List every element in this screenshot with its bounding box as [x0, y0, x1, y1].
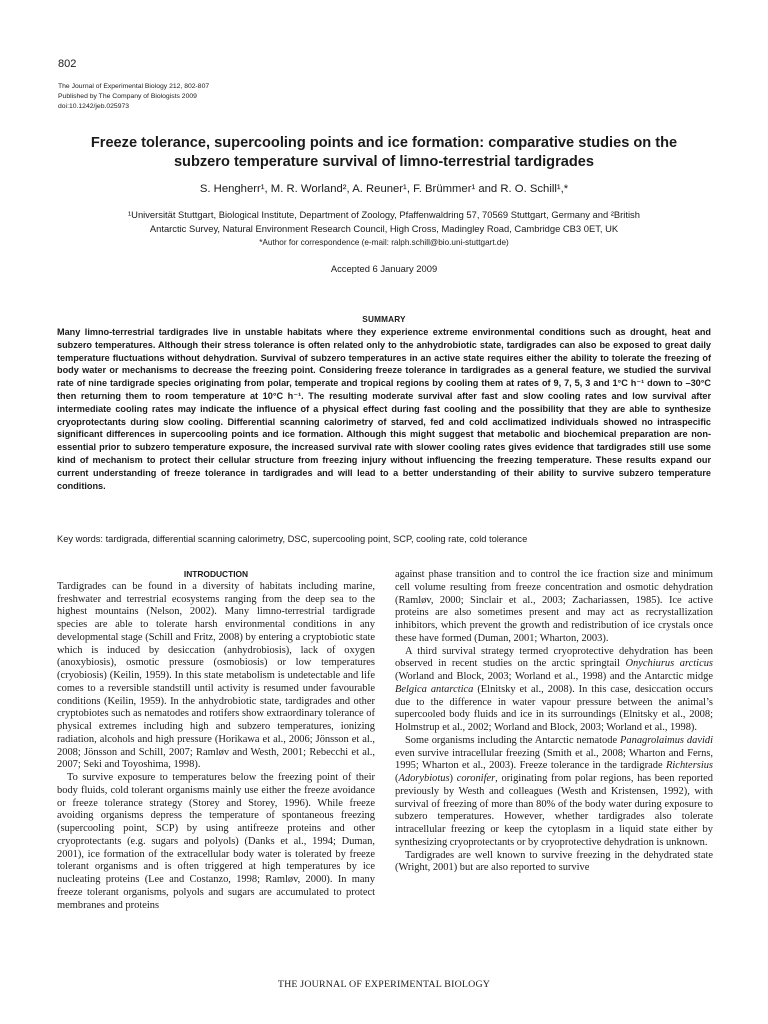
doi-line: doi:10.1242/jeb.025973: [58, 103, 130, 110]
affiliations: [64, 208, 704, 236]
keywords: Key words: tardigrada, differential scanning calorimetry, DSC, supercooling point, SCP, cooling rate, cold tolerance: [57, 534, 528, 544]
title-line-1: Freeze tolerance, supercooling points and ice formation: comparative studies on the: [90, 135, 678, 151]
right-paragraph-1: against phase transition and to control the ice fraction size and minimum cell volume resulting from freeze concentration and osmotic dehydration (Ramløv, 2000; Sinclair et al., 2003; Zachariassen, 1985). Ice active proteins are also sometimes present and may act as recrystallization inhibitors, which prevent the growth and redistribution of ice crystals once these have formed (Duman, 2001; Wharton, 2003).: [395, 569, 713, 644]
journal-citation: The Journal of Experimental Biology 212, 802-807: [58, 83, 210, 90]
affiliation-line-2: Antarctic Survey, Natural Environment Research Council, High Cross, Madingley Road, Cambridge CB3 0ET, UK: [149, 223, 619, 234]
publisher-line: Published by The Company of Biologists 2009: [58, 93, 197, 100]
text-span: , originating from polar regions, has been reported previously by Westh and colleagues (Westh and Kristensen, 1992), with survival of freezing of more than 80% of the body water during exposure to subzero temperatures. However, whether tardigrades also tolerate intracellular freezing or keep the cytoplasm in a liquid state either by synthesizing cryoprotectants or by cryoprotective dehydration is unknown.: [395, 773, 713, 848]
text-span: even survive intracellular freezing (Smith et al., 2008; Wharton and Ferns, 1995; Wharton et al., 2003). Freeze tolerance in the tardigrade: [395, 747, 713, 772]
right-paragraph-3: [395, 735, 713, 850]
left-paragraph-2: To survive exposure to temperatures below the freezing point of their body fluids, cold tolerant organisms mainly use either the freeze avoidance or freeze tolerance strategy (Storey and Storey, 1996). While freeze avoiding organisms depress the temperature of spontaneous freezing (supercooling point, SCP) by using antifreeze proteins and other cryoprotectants (e.g. sugars and polyols) (Danks et al., 1994; Duman, 2001), ice formation of the extracellular body water is tolerated by freeze tolerant organisms and is often triggered at high temperatures by ice nucleating proteins (Lee and Costanzo, 1998; Ramløv, 2000). In many freeze tolerant organisms, polyols and sugars are accumulated to protect membranes and proteins: [57, 772, 375, 911]
page-number: 802: [58, 58, 77, 70]
title-line-2: subzero temperature survival of limno-terrestrial tardigrades: [173, 154, 595, 170]
species-name: Belgica antarctica: [395, 683, 474, 695]
text-span: (Worland and Block, 2003; Worland et al., 1998) and the Antarctic midge: [395, 671, 713, 682]
accepted-date: Accepted 6 January 2009: [330, 263, 438, 274]
left-paragraph-1: Tardigrades can be found in a diversity of habitats including marine, freshwater and terrestrial ecosystems ranging from the deep sea to the highest mountains (Nelson, 2002). Many limno-terrestrial tardigrade species are able to tolerate harsh environmental conditions in any developmental stage (Schill and Fritz, 2008) by entering a cryptobiotic state which is induced by desiccation (anhydrobiosis), lack of oxygen (anoxybiosis), osmotic pressure (osmobiosis) or low temperatures (cryobiosis) (Keilin, 1959). In this state metabolism is undetectable and life comes to a reversible standstill until activity is resumed under favourable conditions (Keilin, 1959). In the anhydrobiotic state, tardigrades and other cryptobiotes such as nematodes and rotifers show extraordinary tolerance of physical extremes including high and subzero temperatures, ionizing radiation, alcohols and high pressure (Horikawa et al., 2006; Jönsson et al., 2008; Jönsson and Schill, 2007; Ramløv and Westh, 2001; Rebecchi et al., 2007; Seki and Toyoshima, 1998).: [57, 580, 375, 771]
species-name: coronifer: [456, 773, 496, 784]
affiliation-line-1: ¹Universität Stuttgart, Biological Institute, Department of Zoology, Pfaffenwaldring 57, 70569 Stuttgart, Germany and ²British: [128, 209, 640, 220]
author-list: S. Hengherr¹, M. R. Worland², A. Reuner¹, F. Brümmer¹ and R. O. Schill¹,*: [199, 183, 569, 195]
species-name: Richtersius: [666, 760, 713, 772]
right-column: [395, 569, 713, 875]
correspondence-note: *Author for correspondence (e-mail: ralph.schill@bio.uni-stuttgart.de): [259, 238, 509, 247]
text-span: (Elnitsky et al., 2008). In this case, desiccation occurs due to the difference in water vapour pressure between the animal’s supercooled body fluids and ice in its surroundings (Elnitsky et al., 2008; Holmstrup et al., 2002; Worland and Block, 2003; Worland et al., 1998).: [395, 683, 713, 733]
journal-info: [58, 82, 209, 112]
journal-footer: THE JOURNAL OF EXPERIMENTAL BIOLOGY: [277, 979, 491, 990]
left-column: [57, 568, 375, 912]
summary-text: Many limno-terrestrial tardigrades live in unstable habitats where they experience extreme environmental conditions such as drought, heat and subzero temperatures. Although their stress tolerance is often related only to the anhydrobiotic state, tardigrades can also be exposed to great daily temperature fluctuations without dehydration. Survival of subzero temperatures in an active state requires either the ability to tolerate the freezing of body water or mechanisms to decrease the freezing point. Considering freeze tolerance in tardigrades as a general feature, we studied the survival rate of nine tardigrade species originating from polar, temperate and tropical regions by cooling them at rates of 9, 7, 5, 3 and 1°C h⁻¹ down to –30°C then returning them to room temperature at 10°C h⁻¹. The resulting moderate survival after fast and slow cooling rates and low survival after intermediate cooling rates may indicate the influence of a physical effect during fast cooling and the possibility that they are able to synthesize cryoprotectants during slow cooling. Differential scanning calorimetry of starved, fed and cold acclimatized individuals showed no intraspecific significant differences in supercooling points and ice formation. Although this might suggest that metabolic and biochemical preparation are non-essential prior to subzero temperature exposure, the increased survival rate with slower cooling rates gives evidence that tardigrades still use some kind of mechanism to protect their cellular structure from freezing injury without influencing the freezing temperature. These results expand our current understanding of freeze tolerance in tardigrades and will lead to a better understanding of their ability to survive subzero temperature conditions.: [57, 327, 711, 491]
summary-heading: SUMMARY: [362, 315, 406, 324]
introduction-heading: INTRODUCTION: [183, 569, 249, 579]
species-name: Adorybiotus: [398, 773, 450, 784]
text-span: Some organisms including the Antarctic nematode: [405, 734, 621, 746]
text-span: ): [449, 773, 457, 784]
right-paragraph-4: Tardigrades are well known to survive freezing in the dehydrated state (Wright, 2001) but are also reported to survive: [395, 849, 713, 874]
species-name: Panagrolaimus davidi: [620, 734, 714, 746]
species-name: Onychiurus arcticus: [625, 658, 713, 670]
text-span: (: [395, 773, 399, 784]
right-paragraph-2: [395, 646, 713, 735]
text-span: A third survival strategy termed cryoprotective dehydration has been observed in recent studies on the arctic springtail: [395, 645, 713, 670]
article-title: [60, 134, 708, 172]
